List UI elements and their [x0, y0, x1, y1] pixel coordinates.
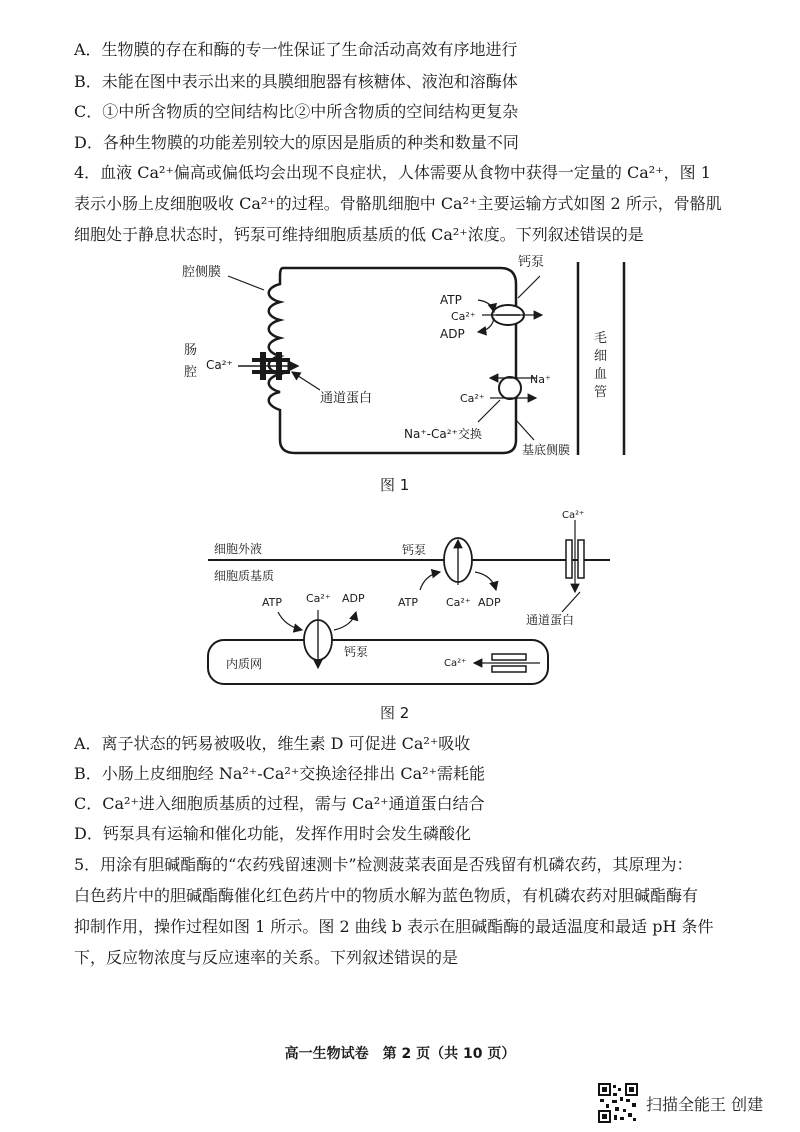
na-label-fig1: Na⁺: [530, 373, 551, 386]
adp-er-label: ADP: [342, 592, 365, 605]
intestinal-cell-outline: [269, 268, 516, 453]
lumen-membrane-label: 腔侧膜: [182, 265, 222, 280]
figure-2-diagram: [200, 505, 620, 695]
lumen-label-1: 肠: [184, 343, 198, 358]
cytosol-label: 细胞质基质: [214, 569, 275, 583]
ca-top-label: Ca²⁺: [446, 596, 471, 609]
atp-er-label: ATP: [262, 596, 283, 609]
q3-option-d: D．各种生物膜的功能差别较大的原因是脂质的种类和数量不同: [74, 133, 519, 152]
ca-er-channel-label: Ca²⁺: [444, 658, 467, 669]
fig2-channel-protein-label: 通道蛋白: [526, 613, 575, 627]
na-ca-exchanger-label: Na⁺-Ca²⁺交换: [404, 427, 482, 441]
q3-option-c: C．①中所含物质的空间结构比②中所含物质的空间结构更复杂: [74, 102, 519, 121]
scanner-watermark: 扫描全能王 创建: [646, 1095, 764, 1114]
q4-option-c: C．Ca²⁺进入细胞质基质的过程，需与 Ca²⁺通道蛋白结合: [74, 794, 485, 813]
adp-label-fig1: ADP: [440, 327, 465, 341]
q4-stem-line3: 细胞处于静息状态时，钙泵可维持细胞质基质的低 Ca²⁺浓度。下列叙述错误的是: [74, 225, 644, 244]
q5-line1: 5．用涂有胆碱酯酶的“农药残留速测卡”检测菠菜表面是否残留有机磷农药，其原理为：: [74, 855, 693, 874]
ca-pump-label-fig1: Ca²⁺: [451, 310, 476, 323]
q5-line2: 白色药片中的胆碱酯酶催化红色药片中的物质水解为蓝色物质，有机磷农药对胆碱酯酶有: [74, 886, 699, 905]
q3-option-a: A．生物膜的存在和酶的专一性保证了生命活动高效有序地进行: [74, 40, 518, 59]
figure-2-caption: 图 2: [380, 704, 410, 722]
plasma-pump-label: 钙泵: [402, 543, 427, 557]
adp-top-label: ADP: [478, 596, 501, 609]
na-ca-exchanger-shape: [499, 377, 521, 399]
lumen-label-2: 腔: [184, 365, 198, 380]
ca-exchanger-label: Ca²⁺: [460, 392, 485, 405]
er-pump-label: 钙泵: [344, 645, 369, 659]
ca-lumen-label: Ca²⁺: [206, 358, 233, 372]
figure-1-diagram: [170, 250, 640, 465]
capillary-label-4: 管: [594, 385, 608, 400]
q5-line3: 抑制作用，操作过程如图 1 所示。图 2 曲线 b 表示在胆碱酯酶的最适温度和最适 pH 条件: [74, 917, 714, 936]
page-footer: 高一生物试卷 第 2 页（共 10 页）: [284, 1046, 516, 1062]
atp-top-label: ATP: [398, 596, 419, 609]
ca-channel-top-label: Ca²⁺: [562, 510, 585, 521]
er-label: 内质网: [226, 657, 263, 671]
q3-option-b: B．未能在图中表示出来的具膜细胞器有核糖体、液泡和溶酶体: [74, 72, 518, 91]
q5-line4: 下，反应物浓度与反应速率的关系。下列叙述错误的是: [74, 948, 459, 967]
basolateral-membrane-label: 基底侧膜: [522, 443, 571, 457]
figure-1-caption: 图 1: [380, 476, 410, 494]
ca-er-label: Ca²⁺: [306, 592, 331, 605]
q4-stem-line2: 表示小肠上皮细胞吸收 Ca²⁺的过程。骨骼肌细胞中 Ca²⁺主要运输方式如图 2 所示，骨骼肌: [74, 194, 722, 213]
qr-code-icon: [598, 1083, 638, 1123]
channel-protein-label: 通道蛋白: [320, 391, 373, 406]
q4-stem-line1: 4．血液 Ca²⁺偏高或偏低均会出现不良症状，人体需要从食物中获得一定量的 Ca²⁺，图 1: [74, 163, 711, 182]
capillary-label-1: 毛: [594, 331, 608, 346]
calcium-pump-label: 钙泵: [518, 255, 545, 270]
capillary-label-2: 细: [594, 349, 608, 364]
q4-option-b: B．小肠上皮细胞经 Na²⁺-Ca²⁺交换途径排出 Ca²⁺需耗能: [74, 764, 486, 783]
extracellular-label: 细胞外液: [214, 542, 263, 556]
capillary-label-3: 血: [594, 367, 608, 382]
q4-option-d: D．钙泵具有运输和催化功能，发挥作用时会发生磷酸化: [74, 824, 471, 843]
atp-label-fig1: ATP: [440, 293, 462, 307]
q4-option-a: A．离子状态的钙易被吸收，维生素 D 可促进 Ca²⁺吸收: [74, 734, 471, 753]
